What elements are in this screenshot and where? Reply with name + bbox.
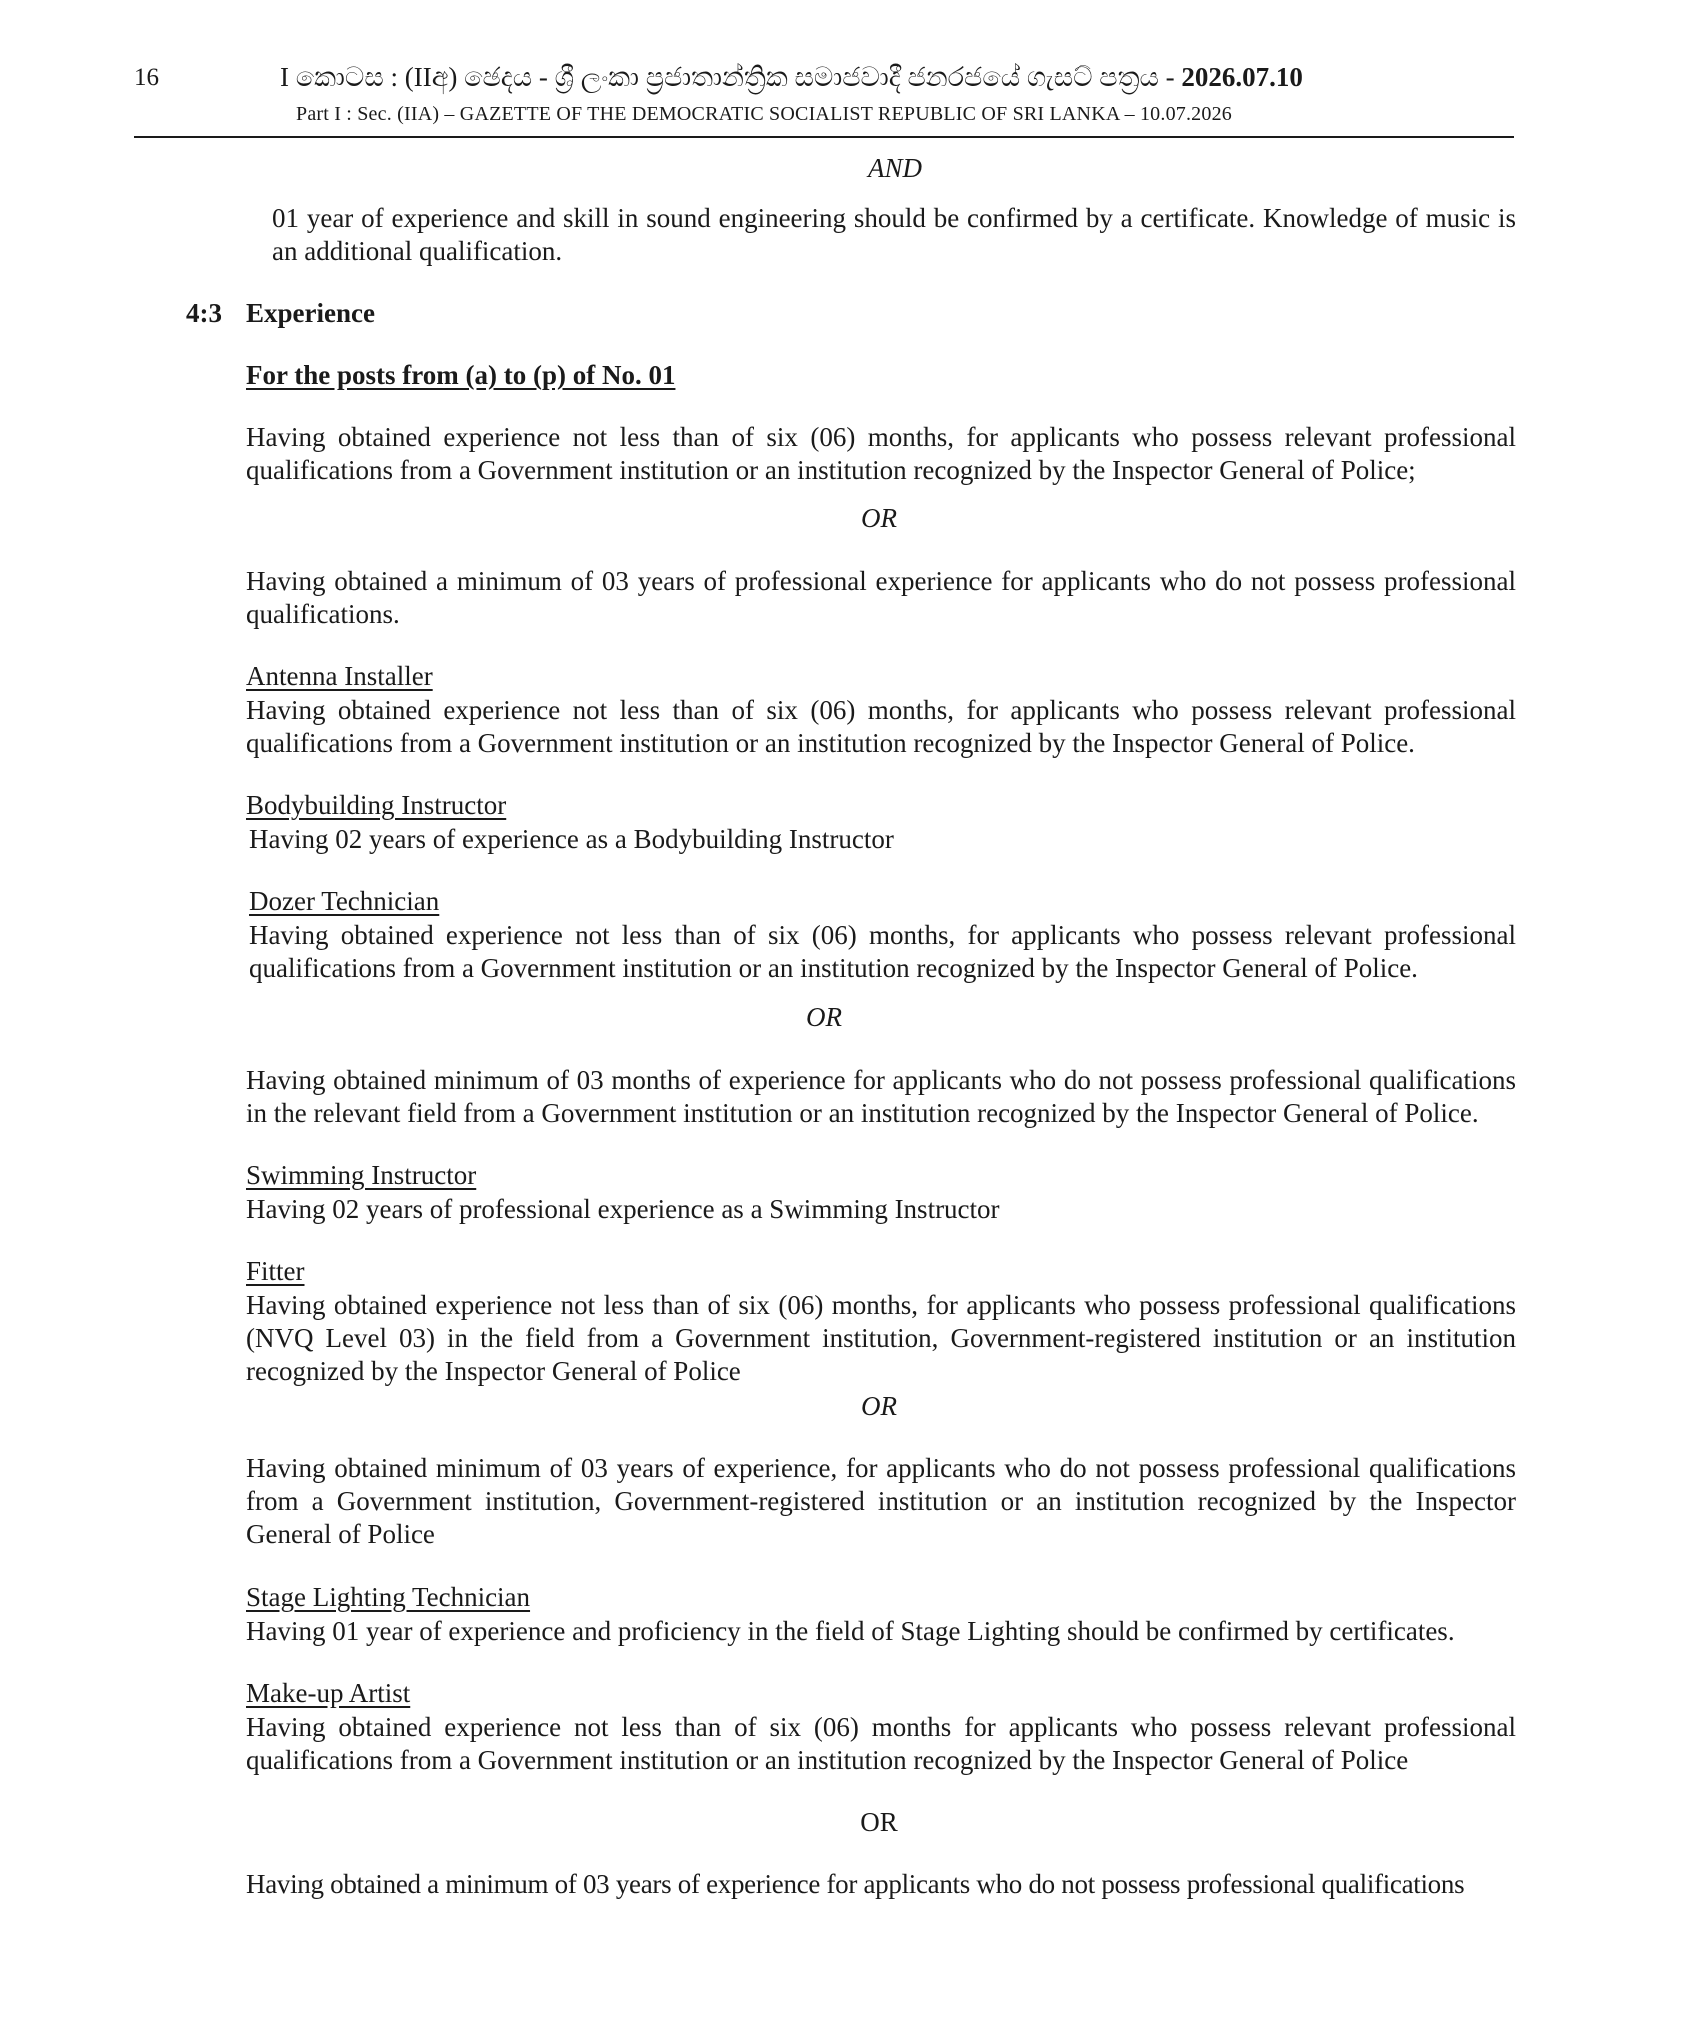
bodybuilding-instructor-text: Having 02 years of experience as a Bodybuilding Instructor xyxy=(249,824,894,854)
page-number: 16 xyxy=(134,64,159,91)
fitter-text: Having obtained experience not less than of six (06) months, for applicants who possess professional qualifications (NVQ Level 03) in the field from a Government institution, Government-registered institution or an institution recognized by the Inspector General of Police xyxy=(246,1290,1516,1386)
make-up-artist-text: Having obtained experience not less than of six (06) months for applicants who possess relevant professional qualifications from a Government institution or an institution recognized by the Inspector General of Police xyxy=(246,1712,1516,1775)
sound-engineering-paragraph: 01 year of experience and skill in sound engineering should be confirmed by a certificate. Knowledge of music is an additional qualification. xyxy=(272,203,1516,266)
swimming-instructor-text: Having 02 years of professional experience as a Swimming Instructor xyxy=(246,1194,1000,1224)
stage-lighting-technician-title: Stage Lighting Technician xyxy=(246,1582,531,1612)
or-separator-3: OR xyxy=(861,1391,897,1421)
header-sinhala-text: I කොටස : (IIඅ) ඡෙදය - ශ්‍රී ලංකා ප්‍රජාතාන්ත්‍රික සමාජවාදී ජනරජයේ ගැසට් පත්‍රය - xyxy=(280,62,1175,92)
bodybuilding-instructor-title: Bodybuilding Instructor xyxy=(246,790,507,820)
posts-paragraph-1: Having obtained experience not less than of six (06) months, for applicants who possess relevant professional qualifications from a Government institution or an institution recognized by the Inspector General of Police; xyxy=(246,422,1516,485)
fitter-text-2: Having obtained minimum of 03 years of experience, for applicants who do not possess professional qualifications from a Government institution, Government-registered institution or an institution recognized by the Inspector General of Police xyxy=(246,1453,1516,1549)
fitter-title: Fitter xyxy=(246,1256,305,1286)
header-sinhala-date: 2026.07.10 xyxy=(1181,62,1303,92)
or-separator-4: OR xyxy=(860,1807,898,1837)
posts-heading: For the posts from (a) to (p) of No. 01 xyxy=(246,360,676,390)
make-up-artist-text-2: Having obtained a minimum of 03 years of experience for applicants who do not possess professional qualifications xyxy=(246,1869,1465,1899)
dozer-technician-text: Having obtained experience not less than of six (06) months, for applicants who possess relevant professional qualifications from a Government institution or an institution recognized by the Inspector General of Police. xyxy=(249,920,1516,983)
header-divider xyxy=(134,136,1514,138)
section-title: Experience xyxy=(246,298,375,328)
posts-paragraph-2: Having obtained a minimum of 03 years of professional experience for applicants who do not possess professional qualifications. xyxy=(246,566,1516,629)
antenna-installer-text: Having obtained experience not less than of six (06) months, for applicants who possess relevant professional qualifications from a Government institution or an institution recognized by the Inspector General of Police. xyxy=(246,695,1516,758)
or-separator-2: OR xyxy=(806,1002,842,1032)
make-up-artist-title: Make-up Artist xyxy=(246,1678,411,1708)
or-separator-1: OR xyxy=(861,503,897,533)
dozer-technician-title: Dozer Technician xyxy=(249,886,440,916)
header-english-line: Part I : Sec. (IIA) – GAZETTE OF THE DEMOCRATIC SOCIALIST REPUBLIC OF SRI LANKA – 10.07.2026 xyxy=(296,103,1232,125)
antenna-installer-title: Antenna Installer xyxy=(246,661,433,691)
dozer-technician-text-2: Having obtained minimum of 03 months of experience for applicants who do not possess professional qualifications in the relevant field from a Government institution or an institution recognized by the Inspector General of Police. xyxy=(246,1065,1516,1128)
section-number: 4:3 xyxy=(186,298,222,328)
and-label: AND xyxy=(868,153,922,183)
stage-lighting-technician-text: Having 01 year of experience and proficiency in the field of Stage Lighting should be confirmed by certificates. xyxy=(246,1616,1455,1646)
header-sinhala-line xyxy=(280,62,1380,94)
swimming-instructor-title: Swimming Instructor xyxy=(246,1160,477,1190)
